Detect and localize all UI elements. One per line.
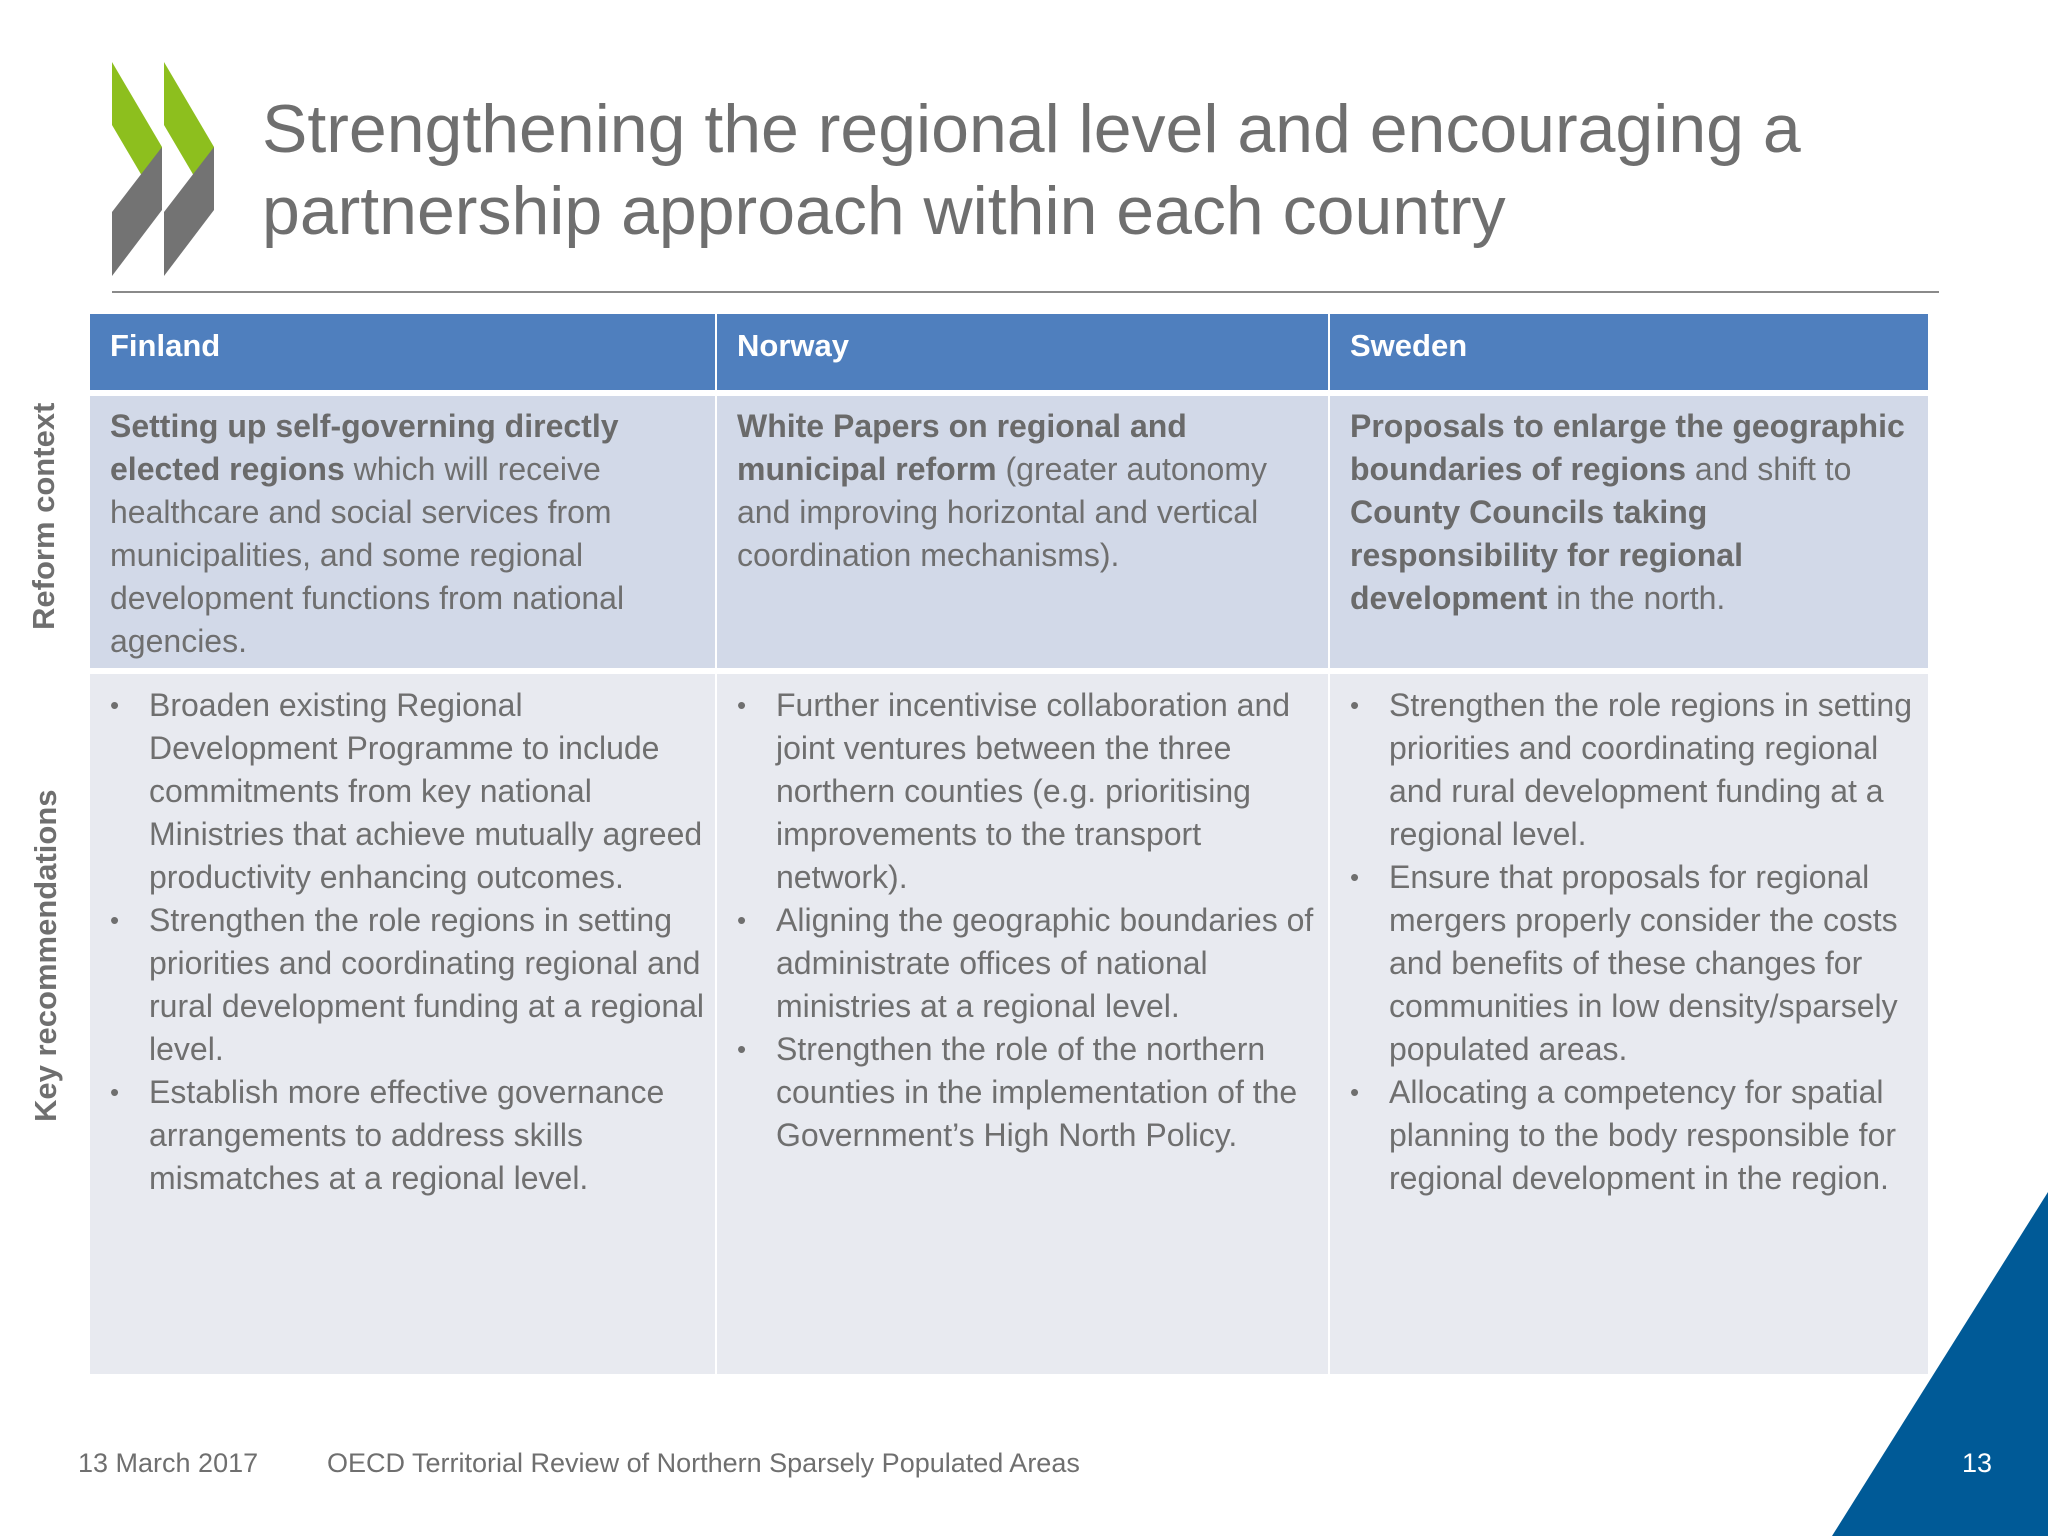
slide-title-line-1: Strengthening the regional level and encouraging a bbox=[262, 91, 1801, 167]
recommendation-item: • Ensure that proposals for regional mergers properly consider the costs and benefits of these changes for communities in low density/sparsely populated areas. bbox=[1350, 856, 1918, 1071]
footer-date: 13 March 2017 bbox=[78, 1448, 259, 1478]
recommendation-item: • Broaden existing Regional Development Programme to include commitments from key national Ministries that achieve mutually agreed productivity enhancing outcomes. bbox=[110, 684, 705, 899]
page-number: 13 bbox=[1962, 1448, 1993, 1478]
recommendation-item: • Strengthen the role regions in setting priorities and coordinating regional and rural development funding at a regional level. bbox=[110, 899, 705, 1071]
reform-text-bold: County Councils taking responsibility for regional development bbox=[1350, 494, 1743, 616]
reform-text-bold: White Papers on regional and municipal reform bbox=[737, 408, 1187, 487]
footer-publication: OECD Territorial Review of Northern Sparsely Populated Areas bbox=[327, 1448, 1080, 1478]
reform-text-bold: Setting up self-governing directly elected regions bbox=[110, 408, 619, 487]
column-header-sweden: Sweden bbox=[1330, 314, 1928, 390]
column-header-finland: Finland bbox=[90, 314, 715, 390]
reform-text-bold: Proposals to enlarge the geographic boundaries of regions bbox=[1350, 408, 1905, 487]
column-header-norway: Norway bbox=[717, 314, 1328, 390]
reform-text: (greater autonomy and improving horizontal and vertical coordination mechanisms). bbox=[737, 451, 1267, 573]
slide-title-line-2: partnership approach within each country bbox=[262, 173, 1506, 249]
row-label-key-recommendations: Key recommendations bbox=[28, 789, 63, 1122]
recommendation-item: • Further incentivise collaboration and joint ventures between the three northern counties (e.g. prioritising improvements to the transport network). bbox=[737, 684, 1318, 899]
row-label-reform-context: Reform context bbox=[26, 402, 61, 630]
recommendation-item: • Aligning the geographic boundaries of administrate offices of national ministries at a regional level. bbox=[737, 899, 1318, 1028]
reform-text: which will receive healthcare and social services from municipalities, and some regional development functions from national agencies. bbox=[110, 451, 625, 659]
reform-text: and shift to bbox=[1686, 451, 1852, 487]
recommendation-item: • Establish more effective governance arrangements to address skills mismatches at a regional level. bbox=[110, 1071, 705, 1200]
recommendation-item: • Strengthen the role of the northern counties in the implementation of the Government’s High North Policy. bbox=[737, 1028, 1318, 1157]
recommendation-item: • Strengthen the role regions in setting priorities and coordinating regional and rural development funding at a regional level. bbox=[1350, 684, 1918, 856]
recommendation-item: • Allocating a competency for spatial planning to the body responsible for regional development in the region. bbox=[1350, 1071, 1918, 1200]
reform-text: in the north. bbox=[1547, 580, 1726, 616]
